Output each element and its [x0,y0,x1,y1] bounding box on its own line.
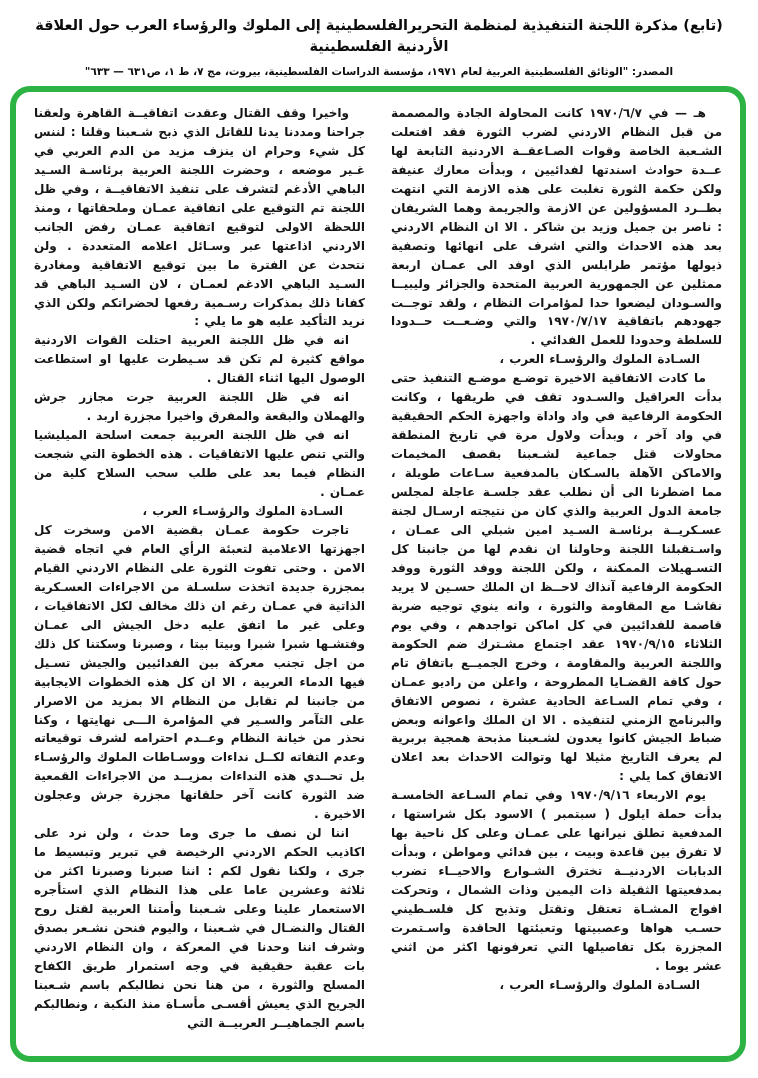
address-heading: السـادة الملوك والرؤسـاء العرب ، [499,977,700,992]
green-border-frame [10,86,746,1062]
paragraph: انه في ظل اللجنة العربية جرت مجازر جرش والهملان والبقعة والمفرق واخيرا مجزرة اربد . [34,390,365,424]
address-heading: السـادة الملوك والرؤسـاء العرب ، [499,352,700,367]
paragraph: هـ — في ١٩٧٠/٦/٧ كانت المحاولة الجادة والمصممة من قبل النظام الاردني لضرب الثورة فقد افتعلت الشـعبة الخاصة وقوات الصـاعقــة الاردنية التابعة لها عــدة حوادث اسندتها لفدائيين ، وبدأت معارك عنيفة ولكن حكمة الثورة تغلبت على هذه الازمة التي انتهت بطــرد المسؤولين عن الازمة والجريمة وهما الشريفان : ناصر بن جميل وزيد بن شاكر . الا ان النظام الاردني بعد هذه الاحداث والتي اشرف على انهائها وتصفية ذيولها مؤتمر طرابلس الذي اوفد الى عمـان اربعة ممثلين عن الجمهورية العربية المتحدة والجزائر وليبيــا والسـودان ليضعوا حدا لمؤامرات النظام ، ولقد توجــت جهودهم باتفاقية ١٩٧٠/٧/١٧ والتي وضـعــت حــدودا للسلطة وحدودا للعمل الفدائي . [391,106,722,348]
paragraph: ما كادت الاتفاقية الاخيرة توضـع موضـع التنفيذ حتى بدأت العراقيل والسـدود تقف في طريقها ، وكانت الحكومة الرفاعية في واد واداة واجهزة الحكم الحقيقية في واد آخر ، وبدأت ولاول مرة في تاريخ المنطقة محاولات قتل جماعية لشـعبنا بقصف المخيمات والاماكن الآهلة بالسـكان بالمدفعية سـاعات طويلة ، مما اضطرنا الى أن نطلب عقد جلسـة عاجلة لمجلس جامعة الدول العربية والذي كان من نتيجته ارسـال لجنة عسـكريــة برئاسـة السـيد امين شبلي الى عمـان ، واسـتقبلنا اللجنة وحاولنا ان نقدم لها من جانبنا كل التسـهيلات الممكنة ، ولكن اللجنة ووفد الثورة ووفد الحكومة الرفاعية آنذاك لاحــظ ان الملك حسـين لا يريد نقاشـا مع المقاومة والثورة ، وانه ينوي توجيه ضربة قاصمة للفدائيين في كل اماكن تواجدهم ، وفي يوم الثلاثاء ١٩٧٠/٩/١٥ عقد اجتماع مشـترك ضم الحكومة واللجنة العربية والمقاومة ، وخرج الجميــع باتفاق تام حول كافة القضـايا المطروحة ، واعلن من راديو عمـان ، وفي تمام السـاعة الحادية عشرة ، نصوص الاتفاق والبرنامج الزمني لتنفيذه . الا ان الملك واعوانه وبعض ضباط الجيش كانوا يعدون لشـعبنا مذبحة همجية بربرية لم يعرف التاريخ مثيلا لها وتوالت الاحداث بعد اعلان الاتفاق كما يلي : [391,371,722,784]
paragraph: واخيرا وقف القتال وعقدت اتفاقيــة القاهرة ولعقنا جراحنا ومددنا يدنا للقاتل الذي ذبح شـعبنا وقلنا : لننس كل شيء وحرام ان ينزف مزيد من الدم العربي في غـير موضعه ، وحضرت اللجنة العربية برئاسـة السـيد الباهي الأدغم لتشرف على تنفيذ الاتفاقيــة ، وفي ظل اللجنة تم التوقيع على اتفاقية عمـان وملحقاتها ، ومنذ اللحظة الاولى لتوقيع اتفاقية عمـان رفض الجانب الاردني اذاعتها عبر وسـائل اعلامه المتعددة . ولن نتحدث عن الفترة ما بين توقيع الاتفاقية ومغادرة السـيد الباهي الادغم لعمـان ، لان السـيد الباهي قد كفانا ذلك بمذكرات رسـمية رفعها لحضراتكم ولكن الذي نريد التأكيد عليه هو ما يلي : [34,106,365,329]
address-heading: السـادة الملوك والرؤسـاء العرب ، [142,504,343,519]
two-column-body [34,104,722,1046]
document-title: (تابع) مذكرة اللجنة التنفيذية لمنظمة التحريرالفلسطينية إلى الملوك والرؤساء العرب حول العلاقة الأردنية الفلسطينية [35,18,723,56]
paragraph: انه في ظل اللجنة العربية جمعت اسلحة الميليشيا والتي تنص عليها الاتفاقيات . هذه الخطوة التي شجعت النظام فيما بعد على طلب سحب السلاح كلية من عمـان . [34,428,365,500]
document-source-citation: المصدر: "الوثائق الفلسطينية العربية لعام ١٩٧١، مؤسسة الدراسات الفلسطينية، بيروت، مج ٧، ط ١، ص٦٣١ — ٦٣٣" [84,66,674,79]
paragraph: اننا لن نصف ما جرى وما حدث ، ولن نرد على اكاذيب الحكم الاردني الرخيصة في تبرير وتبسيط ما جرى ، ولكنا نقول لكم : اننا صبرنا وصبرنا اكثر من ثلاثة وعشرين عاما على هذا النظام الذي استأجره الاستعمار علينا وعلى شـعبنا وأمتنا العربية لقتل روح القتال والنضـال في شـعبنا ، واليوم فنحن نشـعر بصدق وشرف اننا وحدنا في المعركة ، وان النظام الاردني بات عقبة حقيقية في وجه استمرار طريق الكفاح المسلح والثورة ، من هنا نحن نطالبكم باسم شـعبنا الجريح الذي يعيش أقسـى مأسـاة منذ النكبة ، ونطالبكم باسم الجماهيــر العربيــة التي [34,826,365,1030]
right-column [391,104,722,1046]
paragraph: انه في ظل اللجنة العربية احتلت القوات الاردنية مواقع كثيرة لم تكن قد سـيطرت عليها او استطاعت الوصول اليها اثناء القتال . [34,333,365,386]
document-header [0,0,758,78]
paragraph: يوم الاربعاء ١٩٧٠/٩/١٦ وفي تمام السـاعة الخامسـة بدأت حملة ايلول ( سبتمبر ) الاسود بكل شراستها ، المدفعية تطلق نيرانها على عمـان وعلى كل ناحية بها لا تفرق بين قاعدة وبيت ، بين فدائي ومواطن ، وبدأت الدبابات الاردنيــة تخترق الشـوارع والاحيــاء تضرب بمدفعيتها الثقيلة ذات اليمين وذات الشمال ، وتحركت افواج المشـاة تعتقل وتقتل وتذبح كل فلسـطيني حسـب هواها وعصبيتها وتعبئتها الحاقدة واسـتمرت المجزرة بكل تفاصيلها التي تعرفونها اكثر من اثني عشر يوما . [391,788,722,973]
left-column [34,104,365,1046]
paragraph: تاجرت حكومة عمـان بقضية الامن وسخرت كل اجهزتها الاعلامية لتعبئة الرأي العام في اتجاه قضية الامن . وحتى تفوت الثورة على النظام الاردني القيام بمجزرة جديدة اتخذت سلسـلة من الاجراءات العسـكرية الذاتية في عمـان رغم ان ذلك مخالف لكل الاتفاقيات ، وعلى غير ما اتفق عليه دخل الجيش الى عمـان وفتشـها شبرا شبرا وبيتا بيتا ، وصبرنا وسكتنا كل ذلك من اجل تجنب معركة بين الفدائيين والجيش تسـيل فيها الدماء العربية ، الا ان كل هذه الخطوات الايجابية من جانبنا لم تقابل من النظام الا بمزيد من الاصرار على التآمر والسـير في المؤامرة الـــى نهايتها ، وكنا نحذر من خيانة النظام وعــدم احترامه لشرف توقيعاته وعدم التفاته لكــل نداءات ووسـاطات الملوك والرؤسـاء بل تحــدي هذه النداءات بمزيــد من الاجراءات القمعية ضد الثورة كانت آخر حلقاتها مجزرة جرش وعجلون الاخيرة . [34,522,365,822]
